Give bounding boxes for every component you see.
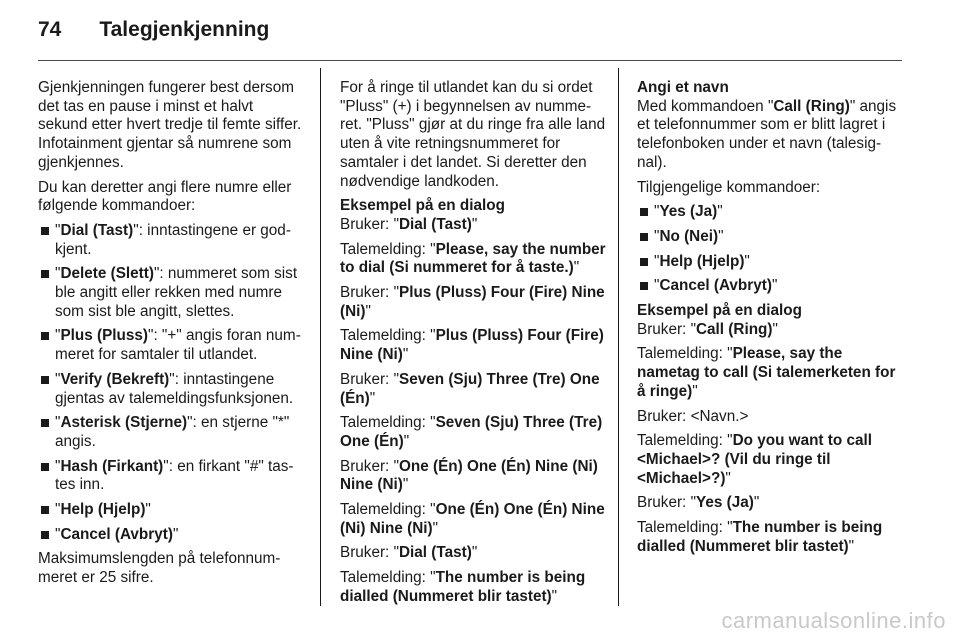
dialog-line: Bruker: "Dial (Tast)" — [340, 215, 478, 233]
list-item: "Yes (Ja)" — [637, 203, 905, 222]
dialog-line: Talemelding: "Seven (Sju) Three (Tre) One (Én)" — [340, 414, 603, 450]
page-number: 74 — [38, 18, 62, 41]
dialog-line: Talemelding: "Plus (Pluss) Four (Fire) Nine (Ni)" — [340, 327, 604, 364]
section-heading: Eksempel på en dialog — [340, 197, 505, 215]
dialog-line: Bruker: <Navn.> — [637, 407, 749, 425]
command-name: Yes (Ja) — [659, 203, 718, 221]
list-item: "Plus (Pluss)": "+" angis foran nummeret for samtaler til utlandet. — [38, 327, 306, 364]
watermark: carmanualsonline.info — [721, 608, 946, 633]
list-item: "Asterisk (Stjerne)": en stjerne "*" angis. — [38, 414, 306, 451]
dialog-line: Bruker: "Yes (Ja)" — [637, 494, 760, 512]
command-name: Asterisk (Stjerne) — [60, 414, 188, 432]
column-2 — [340, 79, 608, 613]
command-name: Cancel (Avbryt) — [60, 525, 173, 543]
list-item: "Cancel (Avbryt)" — [38, 526, 306, 545]
list-item: "Help (Hjelp)" — [637, 253, 905, 272]
dialog-line: Bruker: "Seven (Sju) Three (Tre) One (Én)" — [340, 370, 600, 407]
dialog-line: Bruker: "One (Én) One (Én) Nine (Ni) Nine (Ni)" — [340, 457, 598, 494]
column-1 — [38, 79, 306, 594]
paragraph: For å ringe til utlandet kan du si ordet "Pluss" (+) i begynnelsen av nummeret. "Pluss" gjør at du ringe fra alle land uten å vite retningsnummeret for samtaler i det landet. Si deretter den nødvendige landkoden. — [340, 79, 606, 190]
paragraph: Maksimumslengden på telefonnummeret er 25 sifre. — [38, 550, 281, 587]
dialog-line: Bruker: "Call (Ring)" — [637, 320, 778, 338]
list-item: "Help (Hjelp)" — [38, 501, 306, 520]
dialog-line: Talemelding: "Please, say the nametag to call (Si talemerketen for å ringe)" — [637, 345, 896, 400]
header-rule — [38, 60, 902, 61]
command-name: Verify (Bekreft) — [60, 370, 170, 388]
command-list — [637, 203, 905, 296]
column-3 — [637, 79, 905, 562]
dialog-line: Talemelding: "Do you want to call <Michael>? (Vil du ringe til <Michael>?)" — [637, 432, 872, 487]
command-name: Cancel (Avbryt) — [659, 277, 772, 295]
list-item: "Cancel (Avbryt)" — [637, 277, 905, 296]
list-item: "Delete (Slett)": nummeret som sist ble angitt eller rekken med numre som sist ble angitt, slettes. — [38, 265, 306, 321]
paragraph: Gjenkjenningen fungerer best dersom det tas en pause i minst et halvt sekund etter hvert tredje til femte siffer. Infotainment gjentar så numrene som gjenkjennes. — [38, 79, 302, 171]
column-divider-2 — [618, 68, 619, 606]
column-divider-1 — [320, 68, 321, 606]
command-name: Delete (Slett) — [60, 265, 154, 283]
list-item: "Verify (Bekreft)": inntastingene gjentas av talemeldingsfunksjonen. — [38, 371, 306, 408]
list-item: "Dial (Tast)": inntastingene er godkjent. — [38, 222, 306, 259]
command-name: Help (Hjelp) — [659, 252, 745, 270]
dialog-line: Talemelding: "The number is being dialled (Nummeret blir tastet)" — [340, 569, 586, 605]
dialog-line: Talemelding: "Please, say the number to dial (Si nummeret for å taste.)" — [340, 240, 606, 277]
command-name: No (Nei) — [659, 227, 719, 245]
section-heading: Angi et navn — [637, 79, 729, 96]
command-name: Help (Hjelp) — [60, 501, 146, 519]
command-name: Plus (Pluss) — [60, 327, 148, 345]
dialog-line: Talemelding: "The number is being dialled (Nummeret blir tastet)" — [637, 519, 883, 555]
page-title: Talegjenkjenning — [99, 18, 270, 41]
paragraph: Med kommandoen "Call (Ring)" angis et telefonnummer som er blitt lagret i telefonboken under et navn (talesignal). — [637, 97, 897, 171]
paragraph: Tilgjengelige kommandoer: — [637, 178, 821, 196]
dialog-line: Bruker: "Dial (Tast)" — [340, 544, 478, 562]
command-list — [38, 222, 306, 545]
dialog-line: Bruker: "Plus (Pluss) Four (Fire) Nine (Ni)" — [340, 284, 605, 320]
page-header — [38, 18, 269, 42]
list-item: "Hash (Firkant)": en firkant "#" tastes inn. — [38, 458, 306, 495]
command-name: Dial (Tast) — [60, 221, 134, 239]
paragraph: Du kan deretter angi flere numre eller følgende kommandoer: — [38, 178, 292, 215]
list-item: "No (Nei)" — [637, 228, 905, 247]
dialog-line: Talemelding: "One (Én) One (Én) Nine (Ni) Nine (Ni)" — [340, 501, 605, 537]
section-heading: Eksempel på en dialog — [637, 302, 802, 320]
command-name: Hash (Firkant) — [60, 457, 164, 475]
